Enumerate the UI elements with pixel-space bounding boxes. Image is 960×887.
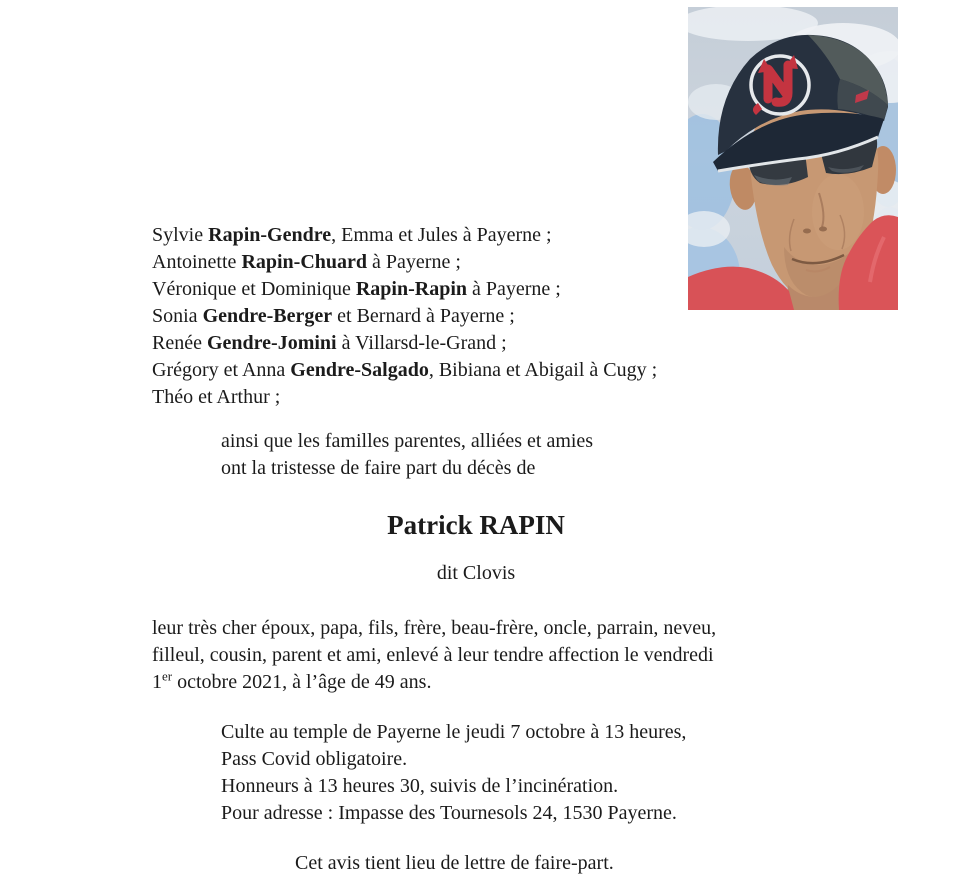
portrait-photo-illustration bbox=[688, 7, 898, 310]
ceremony-line: Culte au temple de Payerne le jeudi 7 octobre à 13 heures, bbox=[221, 721, 687, 743]
family-line: Antoinette Rapin-Chuard à Payerne ; bbox=[152, 251, 461, 273]
tribute-date-line: 1er octobre 2021, à l’âge de 49 ans. bbox=[152, 668, 432, 693]
family-line: Théo et Arthur ; bbox=[152, 386, 281, 408]
intro-block bbox=[221, 428, 593, 482]
ceremony-line: Pour adresse : Impasse des Tournesols 24, 1530 Payerne. bbox=[221, 802, 677, 824]
family-line: Sylvie Rapin-Gendre, Emma et Jules à Payerne ; bbox=[152, 224, 552, 246]
deceased-name: Patrick RAPIN bbox=[387, 510, 565, 540]
intro-line: ainsi que les familles parentes, alliées et amies bbox=[221, 430, 594, 452]
family-line: Grégory et Anna Gendre-Salgado, Bibiana et Abigail à Cugy ; bbox=[152, 359, 658, 381]
family-names-block bbox=[152, 222, 657, 411]
tribute-line: filleul, cousin, parent et ami, enlevé à leur tendre affection le vendredi bbox=[152, 644, 714, 666]
nostril bbox=[819, 227, 827, 232]
ceremony-line: Honneurs à 13 heures 30, suivis de l’incinération. bbox=[221, 775, 619, 797]
deceased-nickname: dit Clovis bbox=[436, 562, 516, 584]
family-line: Véronique et Dominique Rapin-Rapin à Payerne ; bbox=[152, 278, 561, 300]
tribute-paragraph bbox=[152, 615, 716, 696]
ordinal-superscript: er bbox=[162, 668, 173, 684]
family-line: Sonia Gendre-Berger et Bernard à Payerne ; bbox=[152, 305, 515, 327]
intro-line: ont la tristesse de faire part du décès de bbox=[221, 457, 536, 479]
family-line: Renée Gendre-Jomini à Villarsd-le-Grand ; bbox=[152, 332, 507, 354]
ceremony-block bbox=[221, 719, 686, 827]
tribute-line: leur très cher époux, papa, fils, frère, beau-frère, oncle, parrain, neveu, bbox=[152, 617, 717, 639]
cheek-highlight bbox=[812, 174, 864, 250]
footer-notice: Cet avis tient lieu de lettre de faire-part. bbox=[295, 852, 614, 874]
portrait-photo bbox=[688, 7, 898, 310]
nostril bbox=[803, 229, 811, 234]
ceremony-line: Pass Covid obligatoire. bbox=[221, 748, 408, 770]
